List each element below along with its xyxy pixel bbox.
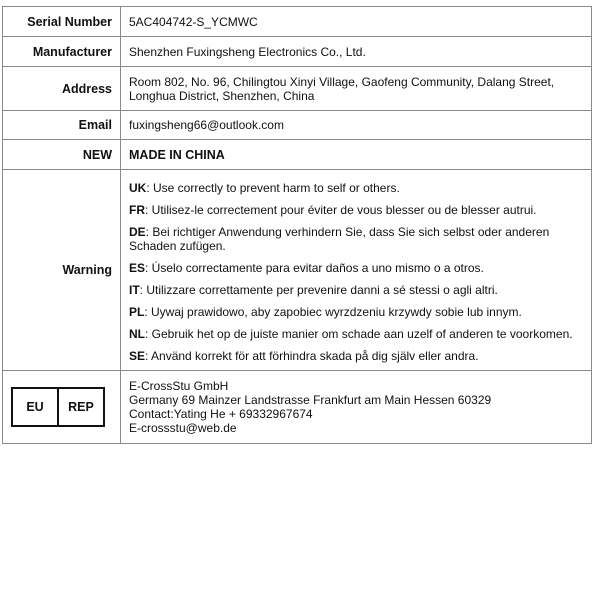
- rep-email: E-crossstu@web.de: [129, 421, 237, 435]
- serial-row: [3, 7, 592, 37]
- warning-lang-code: NL: [129, 327, 145, 341]
- warning-lang-code: UK: [129, 181, 147, 195]
- eu-box: EU: [11, 387, 59, 427]
- manufacturer-row: [3, 37, 592, 67]
- serial-label: Serial Number: [3, 7, 121, 37]
- warning-row: [3, 170, 592, 371]
- warning-item: [129, 225, 583, 253]
- warning-item: [129, 283, 583, 297]
- warning-value: [121, 170, 592, 371]
- manufacturer-value: Shenzhen Fuxingsheng Electronics Co., Ltd.: [121, 37, 592, 67]
- warning-lang-code: ES: [129, 261, 146, 275]
- rep-address: Germany 69 Mainzer Landstrasse Frankfurt am Main Hessen 60329: [129, 393, 492, 407]
- email-label: Email: [3, 111, 121, 140]
- serial-value: 5AC404742-S_YCMWC: [121, 7, 592, 37]
- address-label: Address: [3, 67, 121, 111]
- warning-lang-code: FR: [129, 203, 145, 217]
- warning-text: : Bei richtiger Anwendung verhindern Sie, dass Sie sich selbst oder anderen Schaden zufügen.: [129, 225, 550, 253]
- rep-box: REP: [59, 387, 105, 427]
- address-line: Room 802, No. 96, Chilingtou Xinyi Village, Gaofeng Community, Dalang Street,: [129, 74, 555, 89]
- warning-list: [129, 177, 583, 363]
- eu-rep-symbol: [11, 387, 120, 427]
- warning-label: Warning: [3, 170, 121, 371]
- manufacturer-label: Manufacturer: [3, 37, 121, 67]
- warning-lang-code: DE: [129, 225, 146, 239]
- rep-contact: Contact:Yating He + 69332967674: [129, 407, 313, 421]
- warning-text: : Gebruik het op de juiste manier om schade aan uzelf of anderen te voorkomen.: [145, 327, 573, 341]
- warning-text: : Uywaj prawidowo, aby zapobiec wyrzdzeniu krzywdy sobie lub innym.: [144, 305, 522, 319]
- address-value: [121, 67, 592, 111]
- made-in-china: MADE IN CHINA: [121, 140, 592, 170]
- product-info-table: [2, 6, 592, 444]
- warning-text: : Use correctly to prevent harm to self or others.: [146, 181, 400, 195]
- address-row: [3, 67, 592, 111]
- warning-text: : Utilizzare correttamente per prevenire danni a sé stessi o agli altri.: [139, 283, 498, 297]
- warning-lang-code: PL: [129, 305, 145, 319]
- warning-item: [129, 261, 583, 275]
- eu-rep-row: [3, 371, 592, 444]
- warning-item: [129, 203, 583, 217]
- warning-item: [129, 327, 583, 341]
- eu-rep-details: [121, 371, 592, 444]
- address-line: Longhua District, Shenzhen, China: [129, 88, 315, 103]
- email-row: [3, 111, 592, 140]
- new-row: [3, 140, 592, 170]
- new-label: NEW: [3, 140, 121, 170]
- warning-item: [129, 305, 583, 319]
- warning-lang-code: SE: [129, 349, 146, 363]
- warning-item: [129, 181, 583, 195]
- warning-item: [129, 349, 583, 363]
- email-value: fuxingsheng66@outlook.com: [121, 111, 592, 140]
- warning-text: : Úselo correctamente para evitar daños a uno mismo o a otros.: [145, 261, 484, 275]
- warning-text: : Använd korrekt för att förhindra skada på dig själv eller andra.: [145, 349, 479, 363]
- eu-rep-symbol-cell: [3, 371, 121, 444]
- rep-company: E-CrossStu GmbH: [129, 379, 229, 393]
- warning-lang-code: IT: [129, 283, 140, 297]
- warning-text: : Utilisez-le correctement pour éviter de vous blesser ou de blesser autrui.: [145, 203, 537, 217]
